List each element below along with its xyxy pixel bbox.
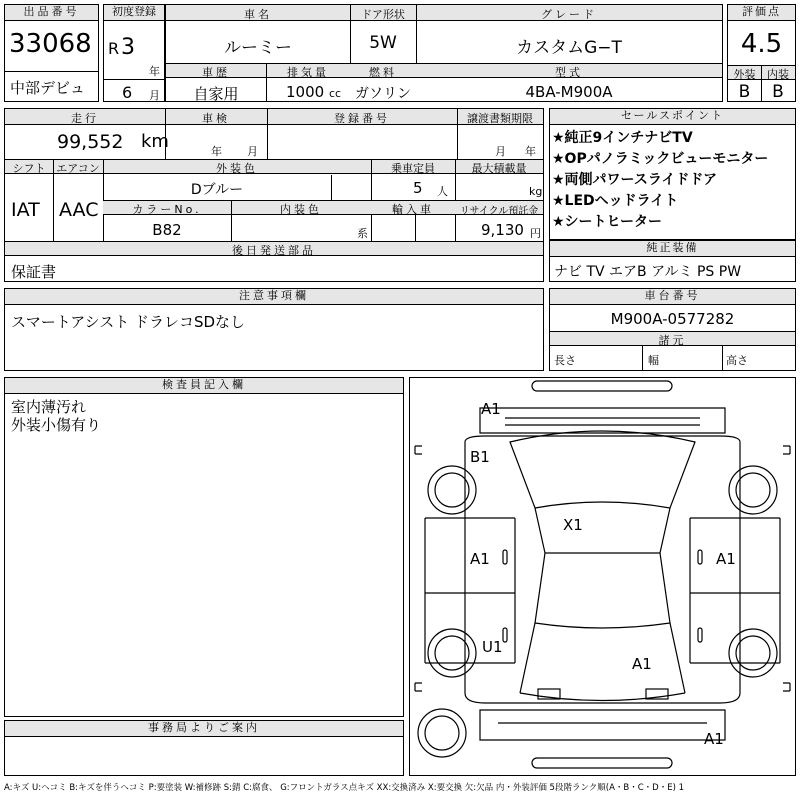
later-parts: 保証書 xyxy=(11,263,57,281)
year-unit: 年 xyxy=(149,65,160,78)
notes-box xyxy=(4,288,544,371)
height-label: 高さ xyxy=(726,354,748,367)
damage-mark: X1 xyxy=(563,516,583,534)
cc-unit: cc xyxy=(329,87,342,100)
score-box xyxy=(727,4,796,102)
damage-mark: B1 xyxy=(470,448,490,466)
capacity: 5 xyxy=(413,179,423,197)
ext-color: Dブルー xyxy=(190,182,244,198)
inspector-box xyxy=(4,377,404,717)
sales-point-item: ★両側パワースライドドア xyxy=(552,172,718,188)
capacity-label: 乗車定員 xyxy=(391,162,435,175)
door-label: ドア形状 xyxy=(361,8,405,21)
displacement: 1000 xyxy=(286,83,325,101)
import-label: 輸入車 xyxy=(392,203,434,216)
km-unit: km xyxy=(141,131,169,152)
lot-number-box xyxy=(4,4,99,102)
color-no-label: カラーNo. xyxy=(132,203,202,216)
length-label: 長さ xyxy=(554,354,576,367)
later-parts-label: 後日発送部品 xyxy=(232,244,316,257)
interior-label: 内装 xyxy=(767,68,789,81)
history: 自家用 xyxy=(193,85,239,103)
width-label: 幅 xyxy=(648,354,659,367)
chassis-number: M900A-0577282 xyxy=(610,310,735,328)
shift-label: シフト xyxy=(12,162,46,175)
damage-mark: A1 xyxy=(470,550,490,568)
notes-label: 注意事項欄 xyxy=(5,289,543,305)
equipment-label: 純正装備 xyxy=(550,241,795,257)
car-name: ルーミー xyxy=(224,38,292,58)
reg-year: 3 xyxy=(121,35,135,60)
aircon: AAC xyxy=(59,199,99,221)
chassis-label: 車台番号 xyxy=(550,289,795,305)
chassis-box xyxy=(549,288,796,371)
car-diagram xyxy=(410,378,795,775)
displacement-label: 排気量 xyxy=(287,66,329,79)
legend: A:キズ U:ヘコミ B:キズを伴うヘコミ P:要塗装 W:補修跡 S:錆 C:腐食、 G:フロントガラス点キズ XX:交換済み X:要交換 欠:欠品 内・外装評価 5段階ランク順(A・B・C・D・E) 1 xyxy=(4,783,685,793)
sales-points-label: セールスポイント xyxy=(550,109,795,125)
mileage-label: 走行 xyxy=(71,112,99,125)
inspection-label: 車検 xyxy=(202,112,230,125)
equipment-value: ナビ TV エアB アルミ PS PW xyxy=(554,264,742,280)
car-info-box xyxy=(165,4,723,102)
mileage: 99,552 xyxy=(57,131,124,153)
fuel-label: 燃料 xyxy=(369,66,397,79)
exterior-label: 外装 xyxy=(733,68,756,81)
damage-mark: A1 xyxy=(481,400,501,418)
office-label: 事務局よりご案内 xyxy=(5,721,403,737)
model-code: 4BA-M900A xyxy=(525,83,613,101)
color-no: B82 xyxy=(152,221,182,239)
debut-label: 中部デビュ xyxy=(10,79,86,97)
aircon-label: エアコン xyxy=(56,162,100,175)
interior-score: B xyxy=(772,82,784,102)
damage-mark: A1 xyxy=(704,730,724,748)
fuel: ガソリン xyxy=(355,86,411,102)
inspector-label: 検査員記入欄 xyxy=(5,378,403,394)
grade-label: グレード xyxy=(541,8,597,21)
car-name-label: 車名 xyxy=(244,8,272,21)
month-unit: 月 xyxy=(149,89,160,102)
shift: IAT xyxy=(11,199,40,221)
transfer-label: 譲渡書類期限 xyxy=(467,112,533,125)
sales-point-item: ★純正9インチナビTV xyxy=(552,130,693,146)
max-load-label: 最大積載量 xyxy=(471,162,527,175)
inspector-line-2: 外装小傷有り xyxy=(11,416,102,434)
car-diagram-box xyxy=(409,377,796,776)
int-color-label: 内装色 xyxy=(280,203,322,216)
inspector-line-1: 室内薄汚れ xyxy=(11,398,87,416)
first-registration-box xyxy=(103,4,165,102)
damage-mark: U1 xyxy=(482,638,503,656)
equipment-box xyxy=(549,240,796,282)
lot-number: 33068 xyxy=(9,29,92,59)
era: R xyxy=(108,39,120,58)
detail-box: 走行 車検 登録番号 譲渡書類期限 99,552 km 年 月 月 年 シフト エアコン 外装色 乗車定員 最大積載量 IAT AAC Dブルー 5 人 kg カラーNo. 内装色 輸入車 リサイクル預託金 B82 系 9,130 円 後日発送部品 保証書 xyxy=(4,108,544,282)
first-registration-label: 初度登録 xyxy=(104,5,164,21)
reg-month: 6 xyxy=(122,83,133,102)
grade: カスタムG−T xyxy=(516,38,622,58)
notes-value: スマートアシスト ドラレコSDなし xyxy=(11,313,246,331)
damage-mark: A1 xyxy=(632,655,652,673)
sales-point-item: ★LEDヘッドライト xyxy=(552,193,679,209)
dims-label: 諸元 xyxy=(658,334,687,347)
sales-points-list xyxy=(552,128,796,233)
history-label: 車歴 xyxy=(202,66,230,79)
overall-score: 4.5 xyxy=(740,29,783,59)
exterior-score: B xyxy=(738,82,751,102)
sales-points-box xyxy=(549,108,796,240)
ext-color-label: 外装色 xyxy=(216,162,258,175)
registration-label: 登録番号 xyxy=(334,112,390,125)
score-label: 評価点 xyxy=(728,5,795,21)
sales-point-item: ★OPパノラミックビューモニター xyxy=(552,151,769,167)
damage-mark: A1 xyxy=(716,550,736,568)
office-box xyxy=(4,720,404,776)
recycle-fee: 9,130 xyxy=(481,221,524,239)
model-label: 型式 xyxy=(555,66,583,79)
lot-number-label: 出品番号 xyxy=(5,5,98,21)
door-type: 5W xyxy=(369,33,397,53)
recycle-label: リサイクル預託金 xyxy=(459,206,539,217)
sales-point-item: ★シートヒーター xyxy=(552,214,662,230)
